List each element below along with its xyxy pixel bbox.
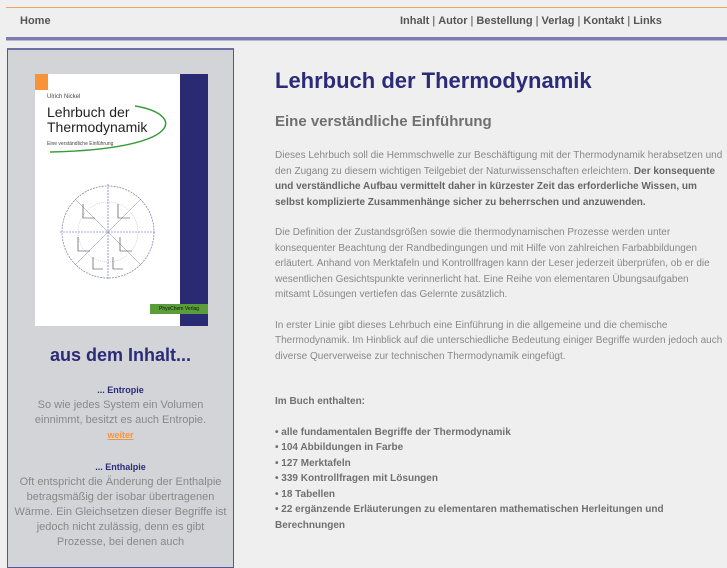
definition-paragraph: Die Definition der Zustandsgrößen sowie die thermodynamischen Prozesse werden unter konsequenter Beachtung der Randbedingungen und mit Hilfe von zahlreichen Farbabbildungen erläutert. Anhand von Merktafeln und Kontrollfragen kann der Leser jederzeit überprüfen, ob er die wesentlichen Gesichtspunkte verinnerlicht hat. Eine Reihe von elementaren Übungsaufgaben mitsamt Lösungen vertiefen das Gelernte zusätzlich. <box>275 227 710 300</box>
cover-subtitle: Eine verständliche Einführung <box>47 141 114 147</box>
contents-item: • 127 Merktafeln <box>275 457 351 469</box>
overview-paragraph: In erster Linie gibt dieses Lehrbuch eine Einführung in die allgemeine und die chemische Thermodynamik. Im Hinblick auf die unterschiedliche Bedeutung einiger Begriffe wurden jedoch auch diverse Querverweise zur technischen Thermodynamik eingefügt. <box>275 319 723 362</box>
contents-item: • 18 Tabellen <box>275 488 336 500</box>
contents-item: • 104 Abbildungen in Farbe <box>275 442 404 453</box>
nav-bestellung-link[interactable]: Bestellung <box>476 15 533 27</box>
nav-separator: | <box>535 15 539 27</box>
main-nav <box>400 15 662 27</box>
page-subtitle: Eine verständliche Einführung <box>275 113 492 130</box>
contents-item: • alle fundamentalen Begriffe der Thermodynamik <box>275 426 511 438</box>
cover-spine <box>180 74 208 326</box>
sidebar-item-title: ... Enthalpie <box>95 462 146 472</box>
sidebar-item-text: So wie jedes System ein Volumen einnimmt, besitzt es auch Entropie. <box>34 399 207 426</box>
nav-separator: | <box>577 15 581 27</box>
intro-text: Dieses Lehrbuch soll die Hemmschwelle zur Beschäftigung mit der Thermodynamik herabsetzen und den Zugang zu diesem wichtigen Teilgebiet der Naturwissenschaften erleichtern. <box>275 150 723 177</box>
nav-links-link[interactable]: Links <box>633 15 662 27</box>
sidebar-item-entropie <box>14 383 227 443</box>
weiter-link[interactable]: weiter <box>107 430 134 440</box>
nav-separator: | <box>432 15 436 27</box>
sidebar-item-title: ... Entropie <box>97 385 144 395</box>
cover-publisher: PhysChem Verlag <box>150 304 208 314</box>
cover-title-line2: Thermodynamik <box>47 119 148 135</box>
cover-author: Ulrich Nickel <box>47 94 81 100</box>
contents-heading: Im Buch enthalten: <box>275 396 366 407</box>
nav-verlag-link[interactable]: Verlag <box>541 15 575 27</box>
nav-separator: | <box>470 15 474 27</box>
sidebar-item-text: Oft entspricht die Änderung der Enthalpie betragsmäßig der isobar übertragenen Wärme. Ein Gleichsetzen dieser Begriffe ist jedoch nicht zulässig, denn es gibt Prozesse, bei denen auch <box>14 476 227 548</box>
header-divider <box>6 37 727 41</box>
nav-home-link[interactable]: Home <box>20 15 51 27</box>
book-cover-image[interactable] <box>35 74 208 326</box>
intro-paragraph <box>275 148 725 210</box>
contents-item: • 339 Kontrollfragen mit Lösungen <box>275 473 438 484</box>
main-content <box>275 68 725 533</box>
cover-title-line1: Lehrbuch der <box>47 104 130 120</box>
intro-bold-text: Der konsequente und verständliche Aufbau vermittelt daher in kürzester Zeit das erforderliche Wissen, um selbst komplizierte Zusammenhänge sicher zu beherrschen und anzuwenden. <box>275 165 716 208</box>
top-navigation-bar <box>6 8 727 36</box>
nav-separator: | <box>627 15 631 27</box>
contents-item: • 22 ergänzende Erläuterungen zu elementaren mathematischen Herleitungen und Berechnungen <box>275 504 664 531</box>
sidebar <box>7 48 234 568</box>
contents-list <box>275 425 725 534</box>
cover-diagram-icon <box>58 182 158 282</box>
cover-orange-mark <box>35 74 48 90</box>
nav-inhalt-link[interactable]: Inhalt <box>400 15 430 27</box>
nav-autor-link[interactable]: Autor <box>438 15 468 27</box>
sidebar-heading: aus dem Inhalt... <box>49 345 192 365</box>
sidebar-item-enthalpie <box>14 460 227 550</box>
nav-kontakt-link[interactable]: Kontakt <box>583 15 625 27</box>
page-title: Lehrbuch der Thermodynamik <box>275 68 592 93</box>
